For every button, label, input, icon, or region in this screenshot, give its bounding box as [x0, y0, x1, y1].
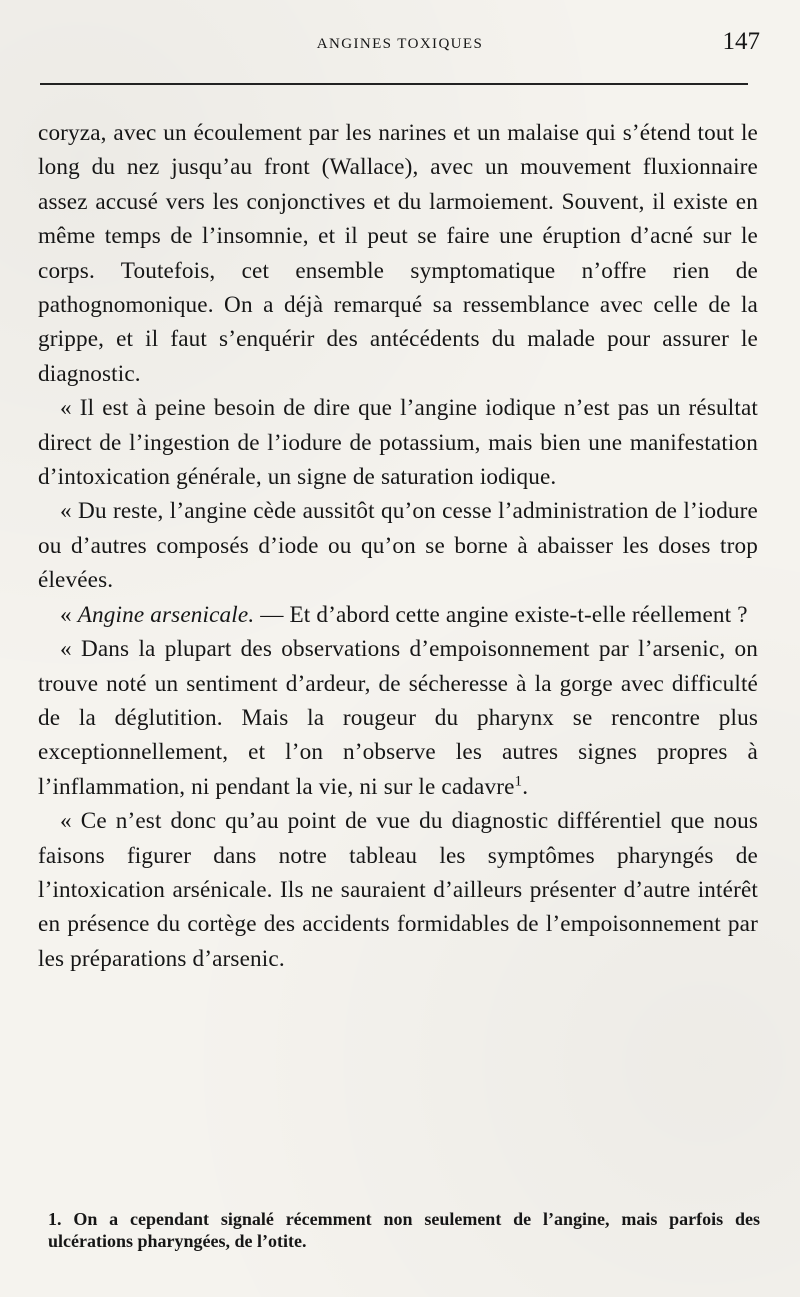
paragraph-5-suffix: . [522, 773, 529, 800]
footnote: 1. On a cependant signalé récemment non seulement de l’angine, mais parfois des ulcérations pharyngées, de l’otite. [48, 1209, 760, 1251]
paragraph-4 [38, 598, 758, 632]
main-text [38, 116, 758, 976]
paragraph-4-text: — Et d’abord cette angine existe-t-elle réellement ? [254, 601, 748, 628]
quote-mark: « [60, 601, 78, 628]
paragraph-2: « Il est à peine besoin de dire que l’angine iodique n’est pas un résultat direct de l’ingestion de l’iodure de potassium, mais bien une manifestation d’intoxication générale, un signe de saturation iodique. [38, 395, 758, 491]
paragraph-5 [38, 632, 758, 804]
header-rule [40, 83, 748, 85]
section-heading-italic: Angine arsenicale. [77, 601, 255, 628]
paragraph-3: « Du reste, l’angine cède aussitôt qu’on cesse l’administration de l’iodure ou d’autres composés d’iode ou qu’on se borne à abaisser les doses trop élevées. [38, 498, 758, 594]
paragraph-6: « Ce n’est donc qu’au point de vue du diagnostic différentiel que nous faisons figurer dans notre tableau les symptômes pharyngés de l’intoxication arsénicale. Ils ne sauraient d’ailleurs présenter d’autre intérêt en présence du cortège des accidents formidables de l’empoisonnement par les préparations d’arsenic. [38, 808, 758, 972]
running-head: ANGINES TOXIQUES [316, 36, 484, 52]
paragraph-1: coryza, avec un écoulement par les narines et un malaise qui s’étend tout le long du nez jusqu’au front (Wallace), avec un mouvement fluxionnaire assez accusé vers les conjonctives et du larmoiement. Souvent, il existe en même temps de l’insomnie, et il peut se faire une éruption d’acné sur le corps. Toutefois, cet ensemble symptomatique n’offre rien de pathognomonique. On a déjà remarqué sa ressemblance avec celle de la grippe, et il faut s’enquérir des antécédents du malade pour assurer le diagnostic. [38, 120, 758, 387]
page-number: 147 [722, 28, 760, 55]
paragraph-5-text: « Dans la plupart des observations d’empoisonnement par l’arsenic, on trouve noté un sentiment d’ardeur, de sécheresse à la gorge avec difficulté de la déglutition. Mais la rougeur du pharynx se rencontre plus exceptionnellement, et l’on n’observe les autres signes propres à l’inflammation, ni pendant la vie, ni sur le cadavre [38, 636, 758, 800]
footnote-reference: 1 [514, 772, 523, 789]
page-header [40, 29, 760, 69]
